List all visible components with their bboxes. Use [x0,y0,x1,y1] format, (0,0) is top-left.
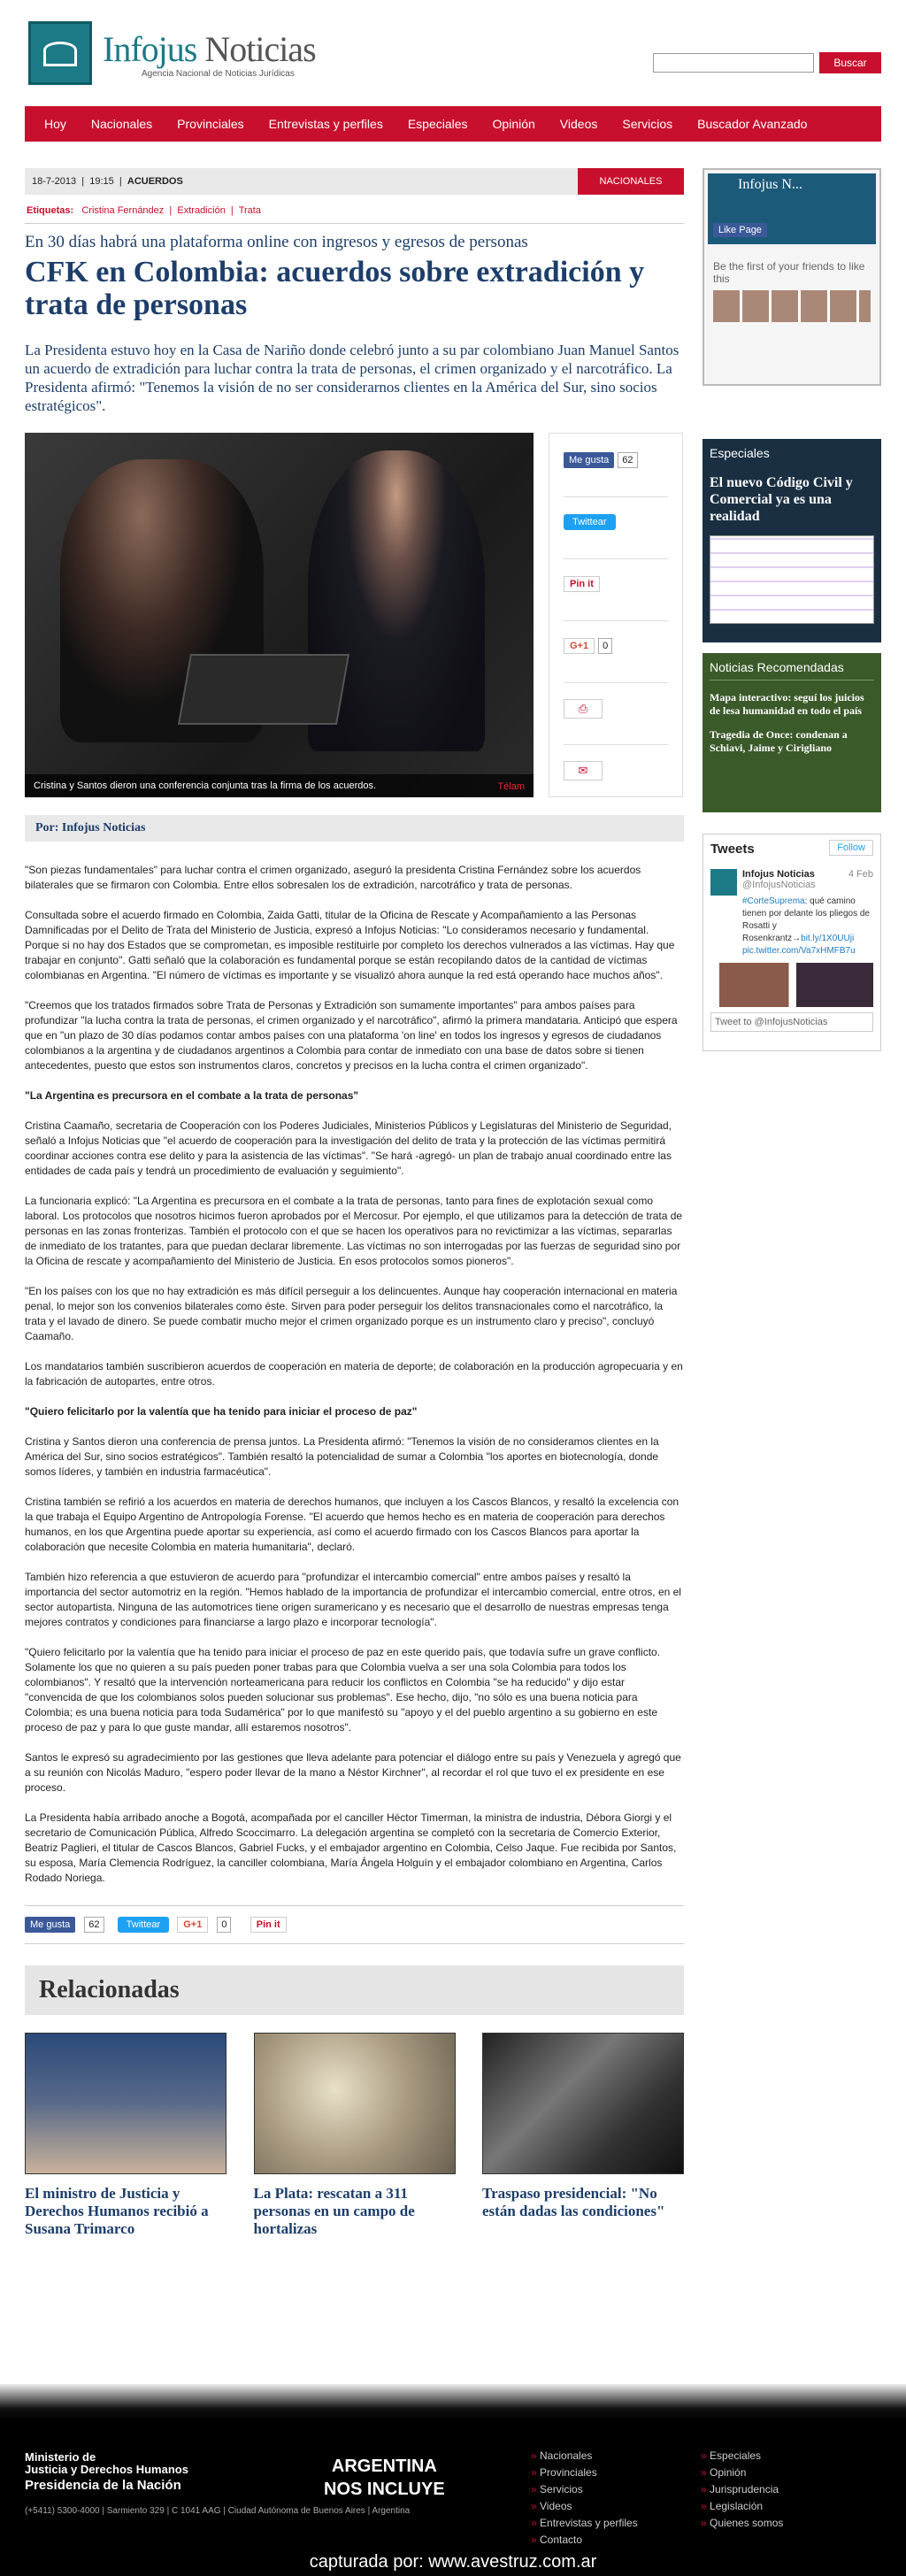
printer-icon[interactable]: ⎙ [564,699,603,719]
footer-link[interactable]: » Provinciales [531,2465,638,2481]
facebook-like-page-button[interactable]: Like Page [713,223,767,237]
article-kicker: En 30 días habrá una plataforma online con ingresos y egresos de personas [25,233,528,251]
article-paragraph: La Presidenta había arribado anoche a Bogotá, acompañada por el canciller Héctor Timerman, la ministra de industria, Débora Giorgi y el secretario de Comunicación Pública, Alfredo Scoccimarro. La delegación argentina se completó con la secretaria de Comercio Exterior, Beatriz Paglieri, el titular de Cascos Blancos, Gabriel Fucks, y el embajador argentino en Colombia, Celso Jaque. Fue recibida por Santos, su esposa, María Clemencia Rodríguez, la canciller colombiana, María Ángela Holguín y el embajador colombiano en Argentina, Carlos Rodado Noriega. [25,1811,677,1884]
related-item[interactable] [25,2033,226,2238]
photo-caption: Cristina y Santos dieron una conferencia conjunta tras la firma de los acuerdos. [25,774,534,797]
article-body [25,863,684,1886]
related-headline[interactable]: Traspaso presidencial: "No están dadas las condiciones" [482,2185,665,2219]
recomendadas-box [703,653,881,812]
nav-item-hoy[interactable]: Hoy [44,117,66,131]
gplus-count: 0 [598,638,612,654]
nav-item-provinciales[interactable]: Provinciales [177,117,244,131]
nav-item-nacionales[interactable]: Nacionales [90,117,153,131]
tweet-author[interactable] [710,869,873,896]
article-time: 19:15 [89,176,114,187]
recomendadas-title: Noticias Recomendadas [710,660,874,681]
article-paragraph: También hizo referencia a que estuvieron de acuerdo para "profundizar el intercambio comercial" entre ambos países y resaltó la importancia del sector automotriz en la región. "Hemos hablado de la importancia de profundizar el intercambio comercial, entre otros, en el sector autopartista. Ninguna de las automotrices tiene origen suramericano y es necesario que el desarrollo de nuestras empresas tenga mejores contratos y condiciones para financiarse a largo plazo e incorporar tecnología". [25,1571,681,1628]
related-headline[interactable]: El ministro de Justicia y Derechos Humanos recibió a Susana Trimarco [25,2185,209,2237]
tag-link[interactable]: Cristina Fernández [81,205,165,216]
recomendada-item[interactable]: Tragedia de Once: condenan a Schiavi, Jaime y Cirigliano [710,728,848,754]
site-footer [0,2384,906,2576]
recomendada-item[interactable]: Mapa interactivo: seguí los juicios de lesa humanidad en todo el país [710,691,864,717]
related-title: Relacionadas [25,1965,684,2015]
footer-address: (+5411) 5300-4000 | Sarmiento 329 | C 1041 AAG | Ciudad Autónoma de Buenos Aires | Argentina [25,2506,411,2516]
facebook-page-cover[interactable] [708,173,876,244]
article-date: 18-7-2013 [32,176,77,187]
facebook-faces [713,290,871,322]
infojus-logo-icon[interactable] [28,21,92,85]
argentina-nos-incluye-logo: ARGENTINA NOS INCLUYE [324,2457,445,2499]
tweet-date[interactable]: 4 Feb [848,869,873,880]
facebook-page-widget [703,168,881,386]
footer-links-col1 [531,2448,638,2549]
sidebar [703,168,881,1051]
gplus-count: 0 [217,1917,231,1933]
tweet-author-name[interactable]: Infojus Noticias [742,869,815,880]
facebook-like-count: 62 [84,1917,104,1933]
tags-label: Etiquetas: [27,205,74,216]
twitter-share-button[interactable]: Twittear [118,1917,170,1933]
avatar[interactable] [710,869,737,896]
tweet-to-input[interactable]: Tweet to @InfojusNoticias [710,1012,873,1032]
tweet-pic-link[interactable]: pic.twitter.com/Va7xHMFB7u [742,946,856,956]
related-headline[interactable]: La Plata: rescatan a 311 personas en un campo de hortalizas [253,2185,415,2237]
article-media [25,433,684,797]
tag-link[interactable]: Trata [238,205,261,216]
related-image[interactable] [482,2033,684,2174]
facebook-like-count: 62 [618,452,637,468]
gplus-button[interactable]: G+1 [564,638,595,654]
article-paragraph: "Quiero felicitarlo por la valentía que ha tenido para iniciar el proceso de paz en este querido país, que todavía sufre un grave conflicto. Solamente los que no quieren a su país pueden poner trabas para que Colombia vuelva a ser una sola Colombia para todos los colombianos". Y resaltó que la intervención norteamericana para reducir los conflictos en Colombia "se ha reducido" y dijo estar "convencida de que los colombianos solos pueden solucionar sus problemas". Ese hecho, dijo, "no sólo es una buena noticia para Colombia; es una buena noticia para toda Sudamérica" por lo que manifestó su "apoyo y el del pueblo argentino a su gobierno en este proceso de paz y para lo que guste mandar, allí estaremos nosotros". [25,1646,661,1734]
twitter-widget [703,834,881,1051]
footer-links-col2 [701,2448,783,2532]
facebook-like-button[interactable]: Me gusta [564,452,614,468]
especiales-box[interactable] [703,439,881,642]
article-paragraph: Cristina Caamaño, secretaria de Cooperación con los Poderes Judiciales, Ministerios Públicos y Legislaturas del Ministerio de Seguridad, señaló a Infojus Noticias que "el acuerdo de cooperación para la investigación del delito de trata y la protección de las víctimas permitirá coordinar acciones contra ese delito y para la asistencia de las víctimas". "Se hará -agregó- un plan de trabajo anual coordinado entre las entidades de cada país y tendrá un procedimiento de evaluación y seguimiento". [25,1119,672,1177]
article-paragraph: La funcionaria explicó: "La Argentina es precursora en el combate a la trata de personas, tanto para fines de explotación sexual como laboral. Los protocolos que nosotros hicimos fueron aprobados por el Mercosur. Por ejemplo, el que utilizamos para la detección de trata de personas en las zonas fronterizas. También el protocolo con el que se hacen los operativos para no revictimizar a las víctimas, separarlas de inmediato de los tratantes, para que puedan declarar libremente. Las víctimas no son interrogadas por las fuerzas de seguridad sino por la Oficina de rescate y acompañamiento del Ministerio de Justicia. En esos protocolos somos pioneros". [25,1195,683,1267]
tweet-hashtag[interactable]: #CorteSuprema [742,896,805,906]
section-badge[interactable]: NACIONALES [578,168,684,195]
nav-item-servicios[interactable]: Servicios [622,117,673,131]
nav-item-buscador[interactable]: Buscador Avanzado [697,117,808,131]
site-header [25,0,881,97]
article-paragraph: "Son piezas fundamentales" para luchar contra el crimen organizado, aseguró la presidenta Cristina Fernández sobre los acuerdos bilaterales que se firmaron con Colombia. Entre ellos sobresalen los de extradición, narcotráfico y trata de personas. [25,864,641,891]
pinterest-button[interactable]: Pin it [250,1917,287,1933]
article-paragraph: Cristina también se refirió a los acuerdos en materia de derechos humanos, que incluyen a los Cascos Blancos, y resaltó la excelencia con la que trabaja el Equipo Argentino de Antropología Forense. "El acuerdo que hemos hecho es en materia de cooperación para derechos humanos, en los que Argentina puede aportar su experiencia, así como el acuerdo firmado con los Cascos Blancos para aportar la colaboración que necesite Colombia en materia humanitaria", declaró. [25,1496,680,1553]
photo-credit: Télam [497,781,525,792]
related-list [25,2033,684,2238]
footer-link[interactable]: » Especiales [701,2448,783,2465]
tweet-text [742,896,873,957]
presidency-label: Presidencia de la Nación [25,2478,181,2493]
tag-link[interactable]: Extradición [177,205,226,216]
search-input[interactable] [653,53,814,73]
footer-link[interactable]: » Jurisprudencia [701,2481,783,2498]
article-lead: La Presidenta estuvo hoy en la Casa de Nariño donde celebró junto a su par colombiano Juan Manuel Santos un acuerdo de extradición para luchar contra la trata de personas, el crimen organizado y el narcotráfico. La Presidenta afirmó: "Tenemos la visión de no ser considerarnos clientes en la América del Sur, sino socios estratégicos". [25,342,680,414]
twitter-share-button[interactable]: Twittear [564,514,616,530]
tweets-title: Tweets [710,842,755,857]
mail-icon[interactable]: ✉ [564,761,603,780]
article-photo [25,433,534,797]
article-main [25,168,684,2238]
article-category: ACUERDOS [127,176,183,187]
nav-item-entrevistas[interactable]: Entrevistas y perfiles [268,117,383,131]
tweet-author-handle[interactable]: @InfojusNoticias [742,880,816,890]
bottom-share-bar [25,1905,684,1944]
facebook-friends-text: Be the first of your friends to like this [713,260,865,285]
twitter-follow-button[interactable]: Follow [829,840,873,856]
share-column [549,433,683,797]
article-byline: Por: Infojus Noticias [25,815,684,842]
tweet-body: : qué camino tienen por delante los pliegos de Rosatti y Rosenkrantz→ [742,896,870,943]
article-paragraph: "Creemos que los tratados firmados sobre Trata de Personas y Extradición son sumamente importantes" para ambos países para profundizar "la lucha contra la trata de personas, el crimen organizado y el narcotráfico", afirmó la primera mandataria. Anticipó que espera que en "un plazo de 30 días podamos contar ambos países con una plataforma 'on line' en todos los ingresos y egresos de ciudadanos colombianos a la argentina y de ciudadanos argentinos a Colombia para contar de inmediato con una base de datos sobre si tienen antecedentes, puesto que estos son instrumentos claros, concretos y precisos en la lucha contra el crimen organizado". [25,999,678,1072]
related-image[interactable] [25,2033,226,2174]
footer-link[interactable]: » Servicios [531,2481,638,2498]
site-logo-title[interactable]: Infojus Noticias [103,29,316,69]
footer-link[interactable]: » Nacionales [531,2448,638,2465]
nav-item-opinion[interactable]: Opinión [492,117,535,131]
especiales-title: Especiales [710,446,770,460]
facebook-like-button[interactable]: Me gusta [25,1917,75,1933]
especiales-headline[interactable]: El nuevo Código Civil y Comercial ya es una realidad [710,475,853,524]
pinterest-button[interactable]: Pin it [564,576,600,592]
nav-item-especiales[interactable]: Especiales [407,117,468,131]
article-subheading: "Quiero felicitarlo por la valentía que ha tenido para iniciar el proceso de paz" [25,1405,418,1418]
gplus-button[interactable]: G+1 [177,1917,208,1933]
footer-link[interactable]: » Contacto [531,2532,638,2549]
article-paragraph: Consultada sobre el acuerdo firmado en Colombia, Zaida Gatti, titular de la Oficina de Rescate y Acompañamiento a las Personas Damnificadas por el Delito de Trata del Ministerio de Justicia, expresó a Infojus Noticias: "Lo consideramos necesario y fundamental. Porque si no hay dos Estados que se comprometan, es imposible restituirle por completo los derechos vulnerados a las víctimas. Hay que trabajar en conjunto". Gatti señaló que la colaboración es fundamental porque se están recopilando datos de la cantidad de víctimas colombianas en Argentina. "El número de víctimas es importante y se visualizó ahora aunque la red está operando hace muchos años". [25,909,675,981]
main-nav [25,106,881,142]
nav-item-videos[interactable]: Videos [559,117,598,131]
article-paragraph: Santos le expresó su agradecimiento por las gestiones que lleva adelante para potenciar el diálogo entre su país y Venezuela y agregó que a su reunión con Nicolás Maduro, "espero poder llevar de la mano a Néstor Kirchner", al recordar el rol que tuvo el ex presidente en ese proceso. [25,1751,681,1794]
article-datebar: 18-7-2013 | 19:15 | ACUERDOS NACIONALES [25,168,684,195]
article-paragraph: "En los países con los que no hay extradición es más difícil perseguir a los delincuentes. Aunque hay cooperación internacional en materia penal, lo mejor son los convenios bilaterales como éste. Sirven para poder perseguir los delitos transnacionales como el narcotráfico, la trata y el lavado de dinero. Se puede combatir mucho mejor el crimen organizado porque es un instrumento claro y preciso", concluyó Caamaño. [25,1285,678,1342]
footer-link[interactable]: » Opinión [701,2465,783,2481]
tags-row: Etiquetas: Cristina Fernández | Extradición | Trata [25,205,684,224]
footer-link[interactable]: » Quienes somos [701,2515,783,2532]
article-headline: CFK en Colombia: acuerdos sobre extradición y trata de personas [25,256,645,321]
ministry-logo[interactable]: Ministerio de Justicia y Derechos Humanos [25,2450,188,2476]
article-paragraph: Los mandatarios también suscribieron acuerdos de cooperación en materia de deporte; de colaboración en la producción agropecuaria y en la fabricación de autopartes, entre otros. [25,1360,683,1388]
footer-link[interactable]: » Legislación [701,2498,783,2515]
article-subheading: "La Argentina es precursora en el combate a la trata de personas" [25,1089,359,1102]
article-paragraph: Cristina y Santos dieron una conferencia de prensa juntos. La Presidenta afirmó: "Tenemos la visión de no consideramos clientes en la América del Sur, sino socios estratégicos". También resaltó la potencialidad de sumar a Colombia "los aportes en biotecnología, donde somos líderes, y también en industria farmacéutica". [25,1435,659,1478]
tweet-link[interactable]: bit.ly/1X0UUji [801,934,855,943]
especiales-image[interactable] [710,535,874,624]
footer-link[interactable]: » Entrevistas y perfiles [531,2515,638,2532]
tweet-media[interactable] [719,963,873,1007]
footer-link[interactable]: » Videos [531,2498,638,2515]
related-item[interactable] [482,2033,684,2238]
site-logo-subtitle: Agencia Nacional de Noticias Jurídicas [142,69,295,79]
capture-credit: capturada por: www.avestruz.com.ar [309,2552,597,2572]
related-item[interactable] [254,2033,456,2238]
related-image[interactable] [254,2033,456,2174]
facebook-page-name[interactable]: Infojus N... [738,177,802,192]
search-button[interactable]: Buscar [819,52,881,73]
